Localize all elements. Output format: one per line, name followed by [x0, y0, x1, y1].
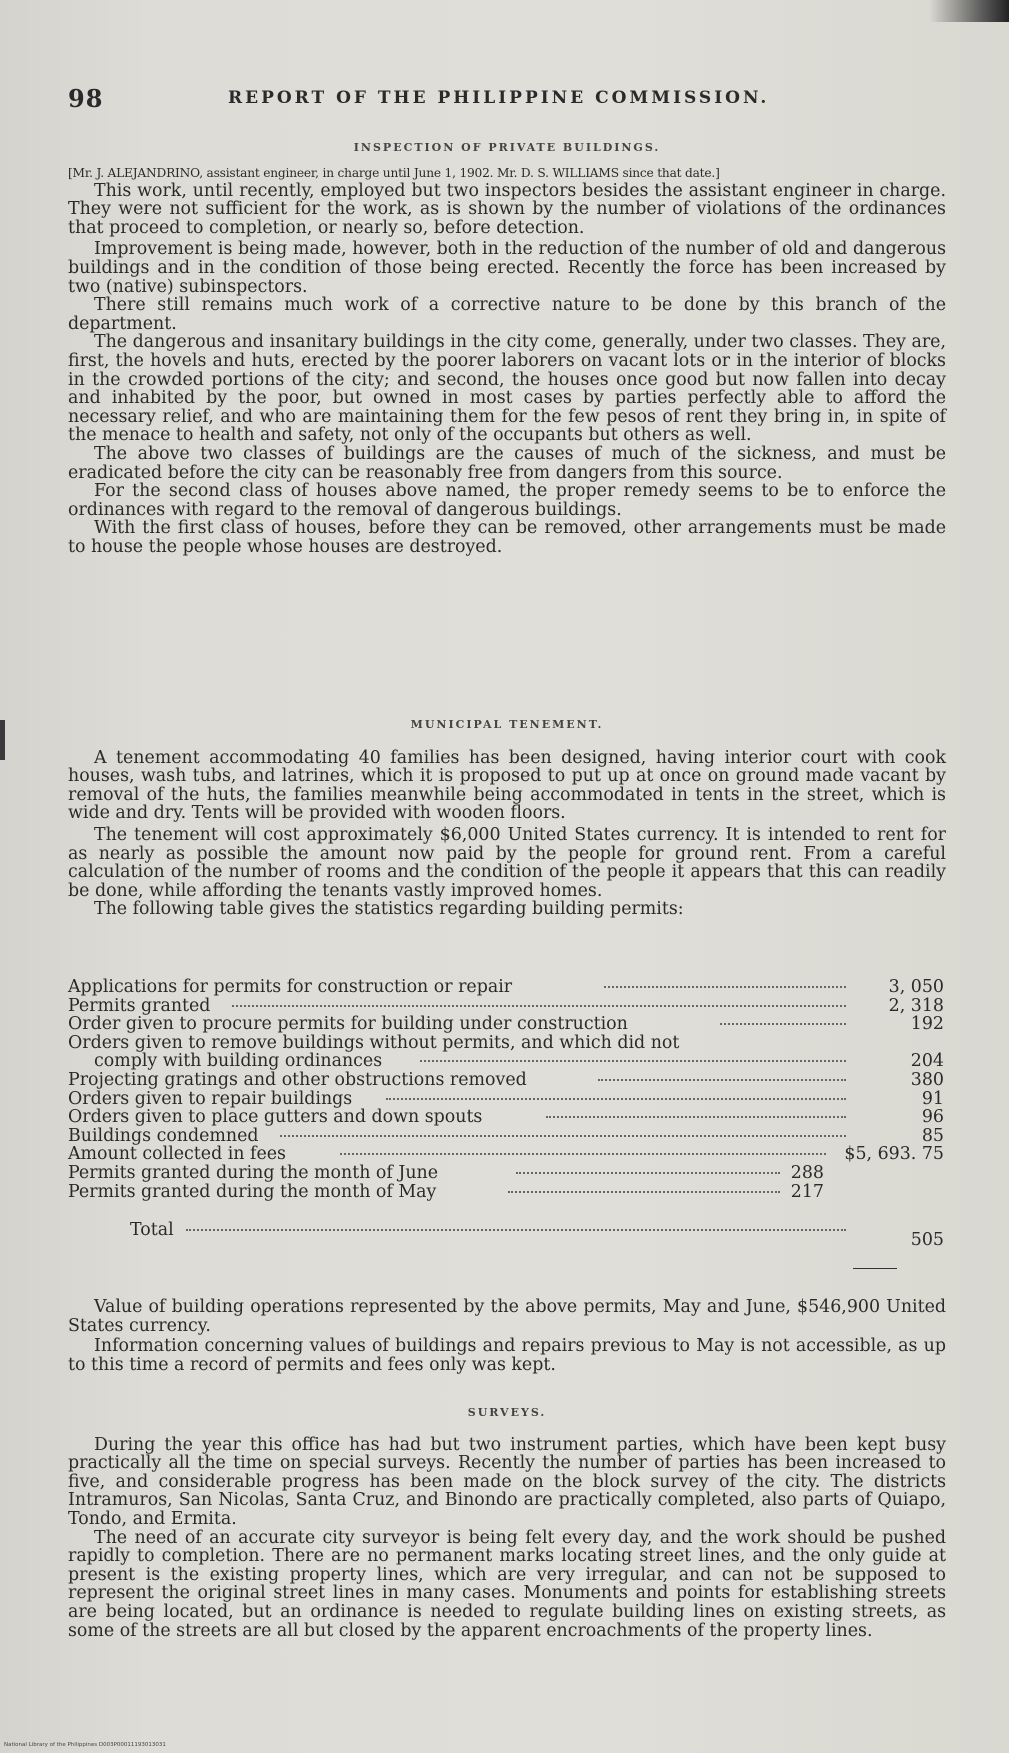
total-value: 505 [910, 1230, 944, 1251]
paragraph: Value of building operations represented by the above permits, May and June, $546,900 United States currency. [68, 1297, 946, 1336]
paragraph: During the year this office has had but two instrument parties, which have been kept busy practically all the time on special surveys. Recently the number of parties has been increased to five, and considerable progress has been made on the block survey of the city. The districts Intramuros, San Nicolas, Santa Cruz, and Binondo are practically completed, also parts of Quiapo, Tondo, and Ermita. [68, 1434, 946, 1529]
row-label: Projecting gratings and other obstructions removed [68, 1069, 527, 1090]
dot-leader [340, 1153, 826, 1155]
dot-leader [186, 1229, 846, 1231]
table-row [68, 1015, 946, 1034]
total-label: Total [130, 1220, 174, 1241]
section-title-inspection: INSPECTION OF PRIVATE BUILDINGS. [353, 141, 661, 154]
paragraph: The dangerous and insanitary buildings in the city come, generally, under two classes. They are, first, the hovels and huts, erected by the poorer laborers on vacant lots or in the interior of blocks in the crowded portions of the city; and second, the houses once good but now fallen into decay and inhabited by the poor, but owned in most cases by parties perfectly able to afford the necessary relief, and who are maintaining them for the few pesos of rent they bring in, in spite of the menace to health and safety, not only of the occupants but others as well. [68, 332, 946, 446]
section-title-tenement: MUNICIPAL TENEMENT. [410, 718, 604, 731]
row-label: Orders given to remove buildings without permits, and which did not [68, 1032, 680, 1053]
bracket-note: [Mr. J. ALEJANDRINO, assistant engineer, in charge until June 1, 1902. Mr. D. S. WILLIAMS since that date.] [68, 165, 720, 180]
total-row [68, 1220, 946, 1251]
paragraph: For the second class of houses above named, the proper remedy seems to be to enforce the ordinances with regard to the removal of dangerous buildings. [68, 481, 946, 520]
paragraph: The tenement will cost approximately $6,000 United States currency. It is intended to rent for as nearly as possible the amount now paid by the people for ground rent. From a careful calculation of the number of rooms and the condition of the people it appears that this can readily be done, while affording the tenants vastly improved homes. [68, 824, 946, 901]
table-row [68, 1145, 946, 1164]
paragraph: A tenement accommodating 40 families has been designed, having interior court with cook houses, wash tubs, and latrines, which it is proposed to put up at once on ground made vacant by removal of the huts, the families meanwhile being accommodated in tents in the street, which is wide and dry. Tents will be provided with wooden floors. [68, 747, 946, 824]
paragraph: This work, until recently, employed but two inspectors besides the assistant engineer in charge. They were not sufficient for the work, as is shown by the number of violations of the ordinances that proceed to completion, or nearly so, before detection. [68, 180, 946, 238]
dot-leader [420, 1060, 846, 1062]
table-row [68, 1127, 946, 1146]
row-value: 96 [921, 1107, 944, 1128]
paragraph: With the first class of houses, before they can be removed, other arrangements must be made to house the people whose houses are destroyed. [68, 518, 946, 557]
row-subvalue: 217 [790, 1181, 824, 1202]
running-head: REPORT OF THE PHILIPPINE COMMISSION. [228, 88, 770, 108]
row-value: 192 [910, 1014, 944, 1035]
inspection-section [68, 139, 946, 556]
row-label: Permits granted during the month of May [68, 1181, 437, 1202]
table-row [68, 1183, 946, 1202]
table-row [68, 1164, 946, 1183]
row-value: 3, 050 [888, 977, 944, 997]
page-header [68, 84, 948, 114]
table-row [68, 978, 946, 997]
row-value: 2, 318 [888, 995, 944, 1016]
table-row [68, 1034, 946, 1053]
row-value: 85 [921, 1125, 944, 1146]
page-number: 98 [68, 84, 104, 113]
table-row [68, 1090, 946, 1109]
row-label: Permits granted [68, 995, 211, 1016]
row-value: 380 [910, 1069, 944, 1090]
dot-leader [386, 1098, 846, 1100]
dot-leader [280, 1135, 846, 1137]
tenement-section [68, 716, 946, 919]
row-label: Applications for permits for construction or repair [68, 977, 513, 997]
paragraph: Information concerning values of buildings and repairs previous to May is not accessible, as up to this time a record of permits and fees only was kept. [68, 1336, 946, 1375]
dot-leader [232, 1005, 846, 1007]
total-rule [853, 1268, 897, 1269]
paragraph: The need of an accurate city surveyor is being felt every day, and the work should be pushed rapidly to completion. There are no permanent marks locating street lines, and the only guide at present is the existing property lines, which are very irregular, and can not be supposed to represent the original street lines in many cases. Monuments and points for establishing streets are being located, but an ordinance is needed to regulate building lines on existing streets, as some of the streets are all but closed by the apparent encroachments of the property lines. [68, 1527, 946, 1641]
paragraph: Improvement is being made, however, both in the reduction of the number of old and dangerous buildings and in the condition of those being erected. Recently the force has been increased by two (native) subinspectors. [68, 239, 946, 297]
library-footer: National Library of the Philippines D003P00011193013031 [4, 1742, 166, 1748]
row-label: Amount collected in fees [68, 1144, 286, 1165]
row-label: comply with building ordinances [94, 1051, 383, 1072]
row-label: Orders given to place gutters and down spouts [68, 1107, 483, 1128]
dot-leader [598, 1079, 846, 1081]
row-label: Order given to procure permits for building under construction [68, 1014, 628, 1035]
dot-leader [546, 1116, 846, 1118]
row-value: 204 [910, 1051, 944, 1072]
paragraph: There still remains much work of a corrective nature to be done by this branch of the department. [68, 295, 946, 334]
row-value: $5, 693. 75 [844, 1144, 944, 1165]
scan-edge-mark [0, 720, 5, 760]
dot-leader [604, 986, 846, 988]
table-row [68, 997, 946, 1016]
table-row [68, 1052, 946, 1071]
dot-leader [508, 1191, 780, 1193]
scan-edge-shadow [929, 0, 1009, 22]
row-subvalue: 288 [790, 1162, 824, 1183]
dot-leader [720, 1023, 846, 1025]
row-label: Buildings condemned [68, 1125, 259, 1146]
paragraph: The following table gives the statistics regarding building permits: [94, 899, 684, 920]
row-label: Permits granted during the month of June [68, 1162, 439, 1183]
paragraph: The above two classes of buildings are the causes of much of the sickness, and must be eradicated before the city can be reasonably free from dangers from this source. [68, 443, 946, 483]
table-row [68, 1071, 946, 1090]
surveys-section [68, 1404, 946, 1640]
section-title-surveys: SURVEYS. [467, 1406, 547, 1419]
permit-statistics-table [68, 977, 946, 1251]
row-label: Orders given to repair buildings [68, 1088, 353, 1109]
table-row [68, 1108, 946, 1127]
dot-leader [516, 1172, 780, 1174]
row-value: 91 [921, 1088, 944, 1109]
post-table-section [68, 1298, 946, 1374]
